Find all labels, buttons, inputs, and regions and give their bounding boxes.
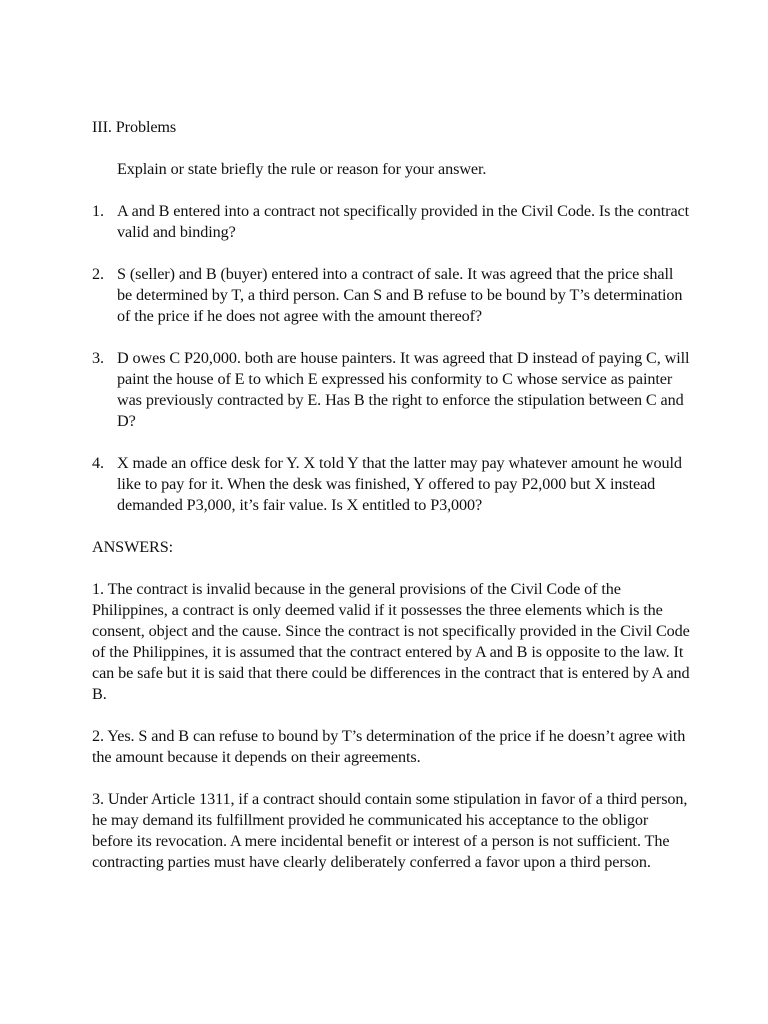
problem-text: D owes C P20,000. both are house painters. It was agreed that D instead of paying C, will paint the house of E to which E expressed his conformity to C whose service as painter was previously contracted by E. Has B the right to enforce the stipulation between C and D? [117, 349, 690, 430]
problem-item [92, 348, 692, 432]
answer-paragraph: 1. The contract is invalid because in the general provisions of the Civil Code of the Philippines, a contract is only deemed valid if it possesses the three elements which is the consent, object and the cause. Since the contract is not specifically provided in the Civil Code of the Philippines, it is assumed that the contract entered by A and B is opposite to the law. It can be safe but it is said that there could be differences in the contract that is entered by A and B. [92, 580, 690, 703]
problem-number: 4. [92, 454, 104, 472]
problem-text: S (seller) and B (buyer) entered into a contract of sale. It was agreed that the price shall be determined by T, a third person. Can S and B refuse to be bound by T’s determination of the price if he does not agree with the amount thereof? [117, 265, 683, 325]
answer-paragraph: 2. Yes. S and B can refuse to bound by T’s determination of the price if he doesn’t agree with the amount because it depends on their agreements. [92, 727, 686, 766]
problem-number: 2. [92, 265, 104, 283]
problem-number: 1. [92, 202, 104, 220]
instruction-text: Explain or state briefly the rule or reason for your answer. [117, 160, 487, 178]
section-heading: III. Problems [92, 118, 177, 136]
answers-heading: ANSWERS: [92, 538, 174, 556]
problem-text: X made an office desk for Y. X told Y that the latter may pay whatever amount he would like to pay for it. When the desk was finished, Y offered to pay P2,000 but X instead demanded P3,000, it’s fair value. Is X entitled to P3,000? [117, 454, 682, 514]
problem-item [92, 453, 692, 516]
problem-item [92, 201, 692, 243]
document-page [92, 117, 692, 894]
problem-item [92, 264, 692, 327]
problem-text: A and B entered into a contract not specifically provided in the Civil Code. Is the contract valid and binding? [117, 202, 690, 241]
answer-paragraph: 3. Under Article 1311, if a contract should contain some stipulation in favor of a third person, he may demand its fulfillment provided he communicated his acceptance to the obligor before its revocation. A mere incidental benefit or interest of a person is not sufficient. The contracting parties must have clearly deliberately conferred a favor upon a third person. [92, 790, 688, 871]
problem-number: 3. [92, 349, 104, 367]
